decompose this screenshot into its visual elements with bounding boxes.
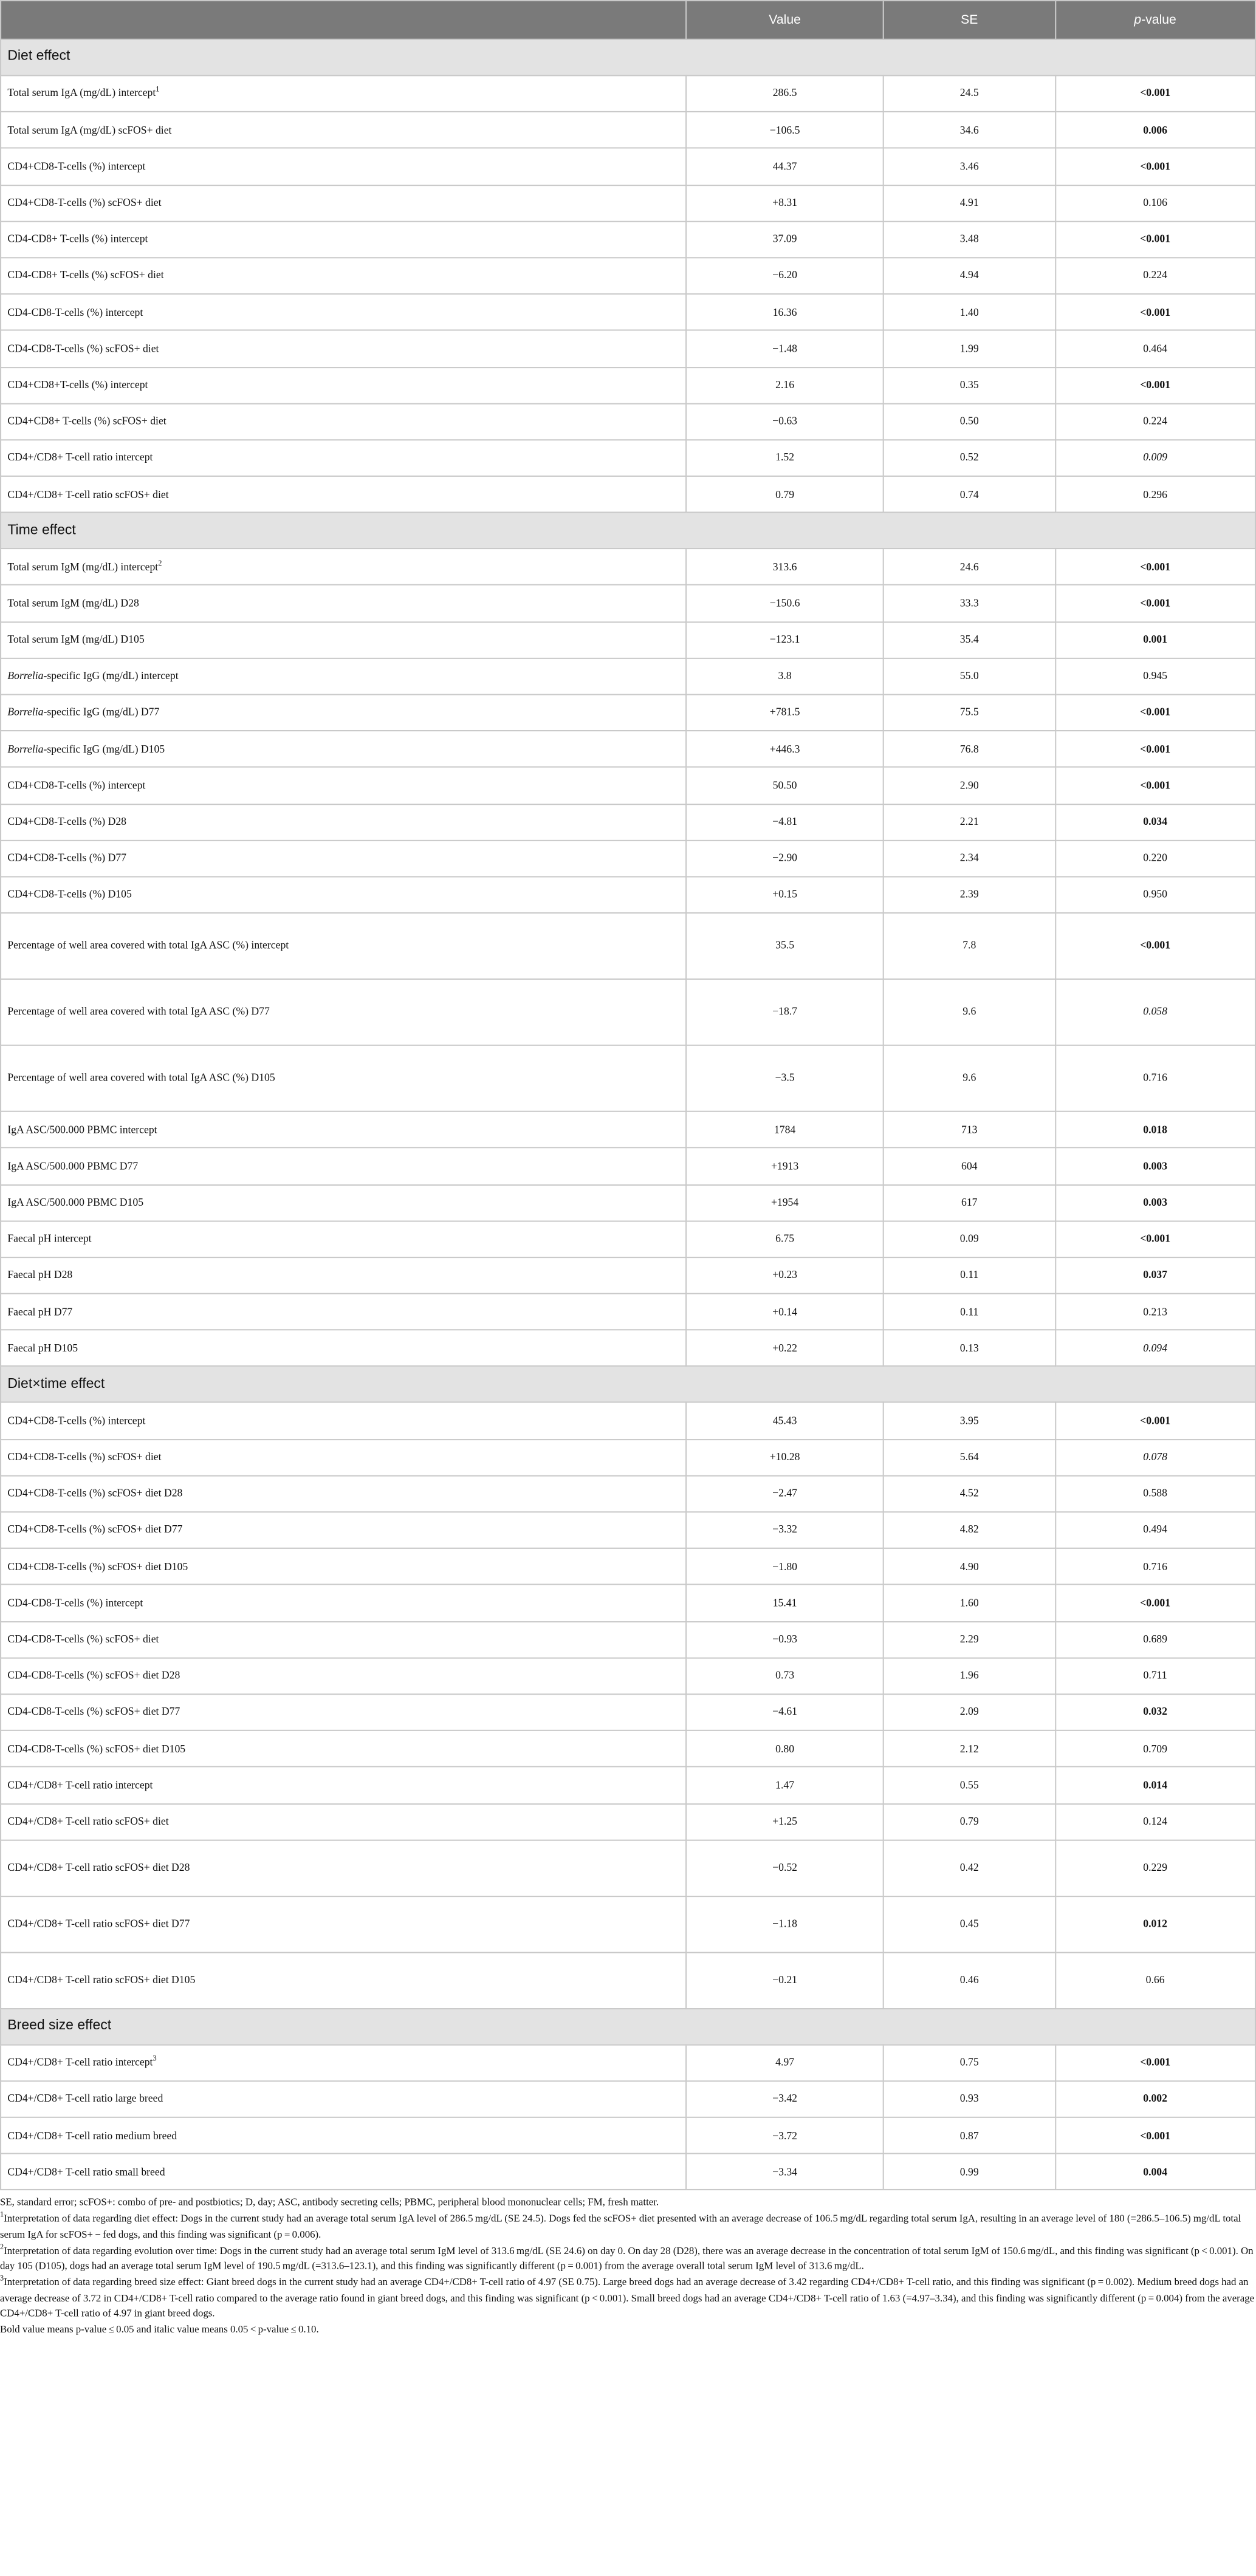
cell-value: −3.5	[686, 1045, 884, 1112]
cell-se: 617	[884, 1184, 1055, 1221]
table-row	[1, 112, 1255, 148]
row-label: CD4+/CD8+ T-cell ratio intercept$^3$	[1, 2045, 686, 2081]
cell-value: +0.23	[686, 1257, 884, 1294]
table-row	[1, 221, 1255, 258]
cell-p-value: 0.003	[1055, 1148, 1255, 1184]
cell-se: 0.46	[884, 1952, 1055, 2008]
cell-p-value: <0.001	[1055, 913, 1255, 979]
table-row	[1, 1621, 1255, 1658]
row-label: CD4-CD8-T-cells (%) intercept	[1, 294, 686, 330]
cell-se: 55.0	[884, 658, 1055, 694]
cell-se: 7.8	[884, 913, 1055, 979]
table-header-row	[1, 1, 1255, 39]
table-row	[1, 1512, 1255, 1548]
cell-p-value: <0.001	[1055, 148, 1255, 185]
section-title: Time effect	[1, 513, 1255, 549]
row-label: CD4+/CD8+ T-cell ratio scFOS+ diet D28	[1, 1840, 686, 1896]
cell-se: 0.42	[884, 1840, 1055, 1896]
cell-se: 3.95	[884, 1402, 1055, 1439]
cell-p-value: 0.018	[1055, 1112, 1255, 1148]
cell-p-value: <0.001	[1055, 731, 1255, 767]
row-label: CD4+CD8-T-cells (%) scFOS+ diet	[1, 1439, 686, 1475]
row-label: Borrelia-specific IgG (mg/dL) intercept	[1, 658, 686, 694]
cell-value: +0.15	[686, 876, 884, 913]
header-label	[1, 1, 686, 39]
cell-value: −106.5	[686, 112, 884, 148]
cell-p-value: 0.106	[1055, 185, 1255, 221]
cell-p-value: 0.494	[1055, 1512, 1255, 1548]
row-label: CD4-CD8-T-cells (%) intercept	[1, 1585, 686, 1621]
cell-se: 0.75	[884, 2045, 1055, 2081]
cell-value: −6.20	[686, 258, 884, 294]
cell-se: 4.90	[884, 1548, 1055, 1585]
cell-p-value: 0.078	[1055, 1439, 1255, 1475]
cell-p-value: <0.001	[1055, 694, 1255, 731]
table-row	[1, 1585, 1255, 1621]
cell-se: 0.79	[884, 1803, 1055, 1840]
cell-value: +10.28	[686, 1439, 884, 1475]
table-row	[1, 1148, 1255, 1184]
row-label: Faecal pH D28	[1, 1257, 686, 1294]
row-label: CD4+/CD8+ T-cell ratio large breed	[1, 2081, 686, 2117]
cell-se: 2.34	[884, 840, 1055, 876]
cell-p-value: 0.037	[1055, 1257, 1255, 1294]
cell-se: 2.09	[884, 1694, 1055, 1730]
table-row	[1, 1257, 1255, 1294]
cell-value: −0.93	[686, 1621, 884, 1658]
cell-p-value: 0.224	[1055, 403, 1255, 440]
cell-p-value: 0.588	[1055, 1475, 1255, 1512]
row-label: CD4+CD8-T-cells (%) intercept	[1, 148, 686, 185]
cell-value: −2.47	[686, 1475, 884, 1512]
cell-p-value: 0.709	[1055, 1730, 1255, 1767]
row-label: CD4+CD8-T-cells (%) scFOS+ diet D77	[1, 1512, 686, 1548]
cell-se: 0.35	[884, 367, 1055, 403]
cell-p-value: <0.001	[1055, 549, 1255, 586]
cell-p-value: 0.124	[1055, 1803, 1255, 1840]
cell-p-value: 0.213	[1055, 1294, 1255, 1330]
cell-value: −0.63	[686, 403, 884, 440]
cell-p-value: 0.945	[1055, 658, 1255, 694]
cell-se: 34.6	[884, 112, 1055, 148]
table-row	[1, 1330, 1255, 1367]
row-label: CD4+/CD8+ T-cell ratio scFOS+ diet	[1, 476, 686, 513]
row-label: CD4+/CD8+ T-cell ratio scFOS+ diet	[1, 1803, 686, 1840]
row-label: Percentage of well area covered with total IgA ASC (%) D77	[1, 979, 686, 1045]
cell-se: 0.50	[884, 403, 1055, 440]
cell-p-value: 0.003	[1055, 1184, 1255, 1221]
table-row	[1, 840, 1255, 876]
cell-value: −3.42	[686, 2081, 884, 2117]
cell-value: +446.3	[686, 731, 884, 767]
cell-p-value: <0.001	[1055, 221, 1255, 258]
cell-value: −150.6	[686, 586, 884, 622]
cell-se: 0.52	[884, 440, 1055, 476]
table-row	[1, 367, 1255, 403]
cell-value: +0.22	[686, 1330, 884, 1367]
row-label: CD4-CD8-T-cells (%) scFOS+ diet D105	[1, 1730, 686, 1767]
cell-p-value: <0.001	[1055, 75, 1255, 112]
cell-se: 35.4	[884, 621, 1055, 658]
cell-value: 37.09	[686, 221, 884, 258]
row-label: IgA ASC/500.000 PBMC D77	[1, 1148, 686, 1184]
cell-se: 2.29	[884, 1621, 1055, 1658]
cell-p-value: 0.229	[1055, 1840, 1255, 1896]
cell-p-value: <0.001	[1055, 294, 1255, 330]
cell-value: 50.50	[686, 767, 884, 804]
table-row	[1, 2154, 1255, 2190]
cell-value: −3.32	[686, 1512, 884, 1548]
section-header	[1, 2008, 1255, 2045]
table-row	[1, 2081, 1255, 2117]
cell-p-value: 0.012	[1055, 1896, 1255, 1952]
row-label: Total serum IgM (mg/dL) D28	[1, 586, 686, 622]
cell-se: 0.09	[884, 1221, 1055, 1257]
cell-value: 45.43	[686, 1402, 884, 1439]
cell-p-value: 0.006	[1055, 112, 1255, 148]
cell-p-value: 0.058	[1055, 979, 1255, 1045]
cell-value: −0.52	[686, 1840, 884, 1896]
table-row	[1, 1294, 1255, 1330]
cell-se: 0.87	[884, 2117, 1055, 2154]
cell-se: 0.99	[884, 2154, 1055, 2190]
cell-se: 713	[884, 1112, 1055, 1148]
table-row	[1, 1658, 1255, 1694]
cell-value: −1.18	[686, 1896, 884, 1952]
cell-value: −3.72	[686, 2117, 884, 2154]
cell-p-value: <0.001	[1055, 2045, 1255, 2081]
cell-p-value: <0.001	[1055, 2117, 1255, 2154]
row-label: CD4+/CD8+ T-cell ratio small breed	[1, 2154, 686, 2190]
cell-p-value: 0.001	[1055, 621, 1255, 658]
footnote-marker: 1	[156, 86, 160, 95]
table-row	[1, 1112, 1255, 1148]
cell-p-value: 0.032	[1055, 1694, 1255, 1730]
table-row	[1, 75, 1255, 112]
header-se: SE	[884, 1, 1055, 39]
cell-value: 0.73	[686, 1658, 884, 1694]
footnote-legend: Bold value means p-value ≤ 0.05 and italic value means 0.05 < p-value ≤ 0.10.	[0, 2323, 319, 2335]
table-row	[1, 403, 1255, 440]
cell-p-value: 0.094	[1055, 1330, 1255, 1367]
table-row	[1, 1221, 1255, 1257]
row-label: Borrelia-specific IgG (mg/dL) D105	[1, 731, 686, 767]
table-row	[1, 258, 1255, 294]
cell-value: 3.8	[686, 658, 884, 694]
cell-value: −123.1	[686, 621, 884, 658]
cell-value: 1.52	[686, 440, 884, 476]
cell-se: 0.11	[884, 1294, 1055, 1330]
table-footnotes	[0, 2191, 1256, 2339]
cell-se: 0.93	[884, 2081, 1055, 2117]
cell-se: 2.90	[884, 767, 1055, 804]
row-label: Faecal pH intercept	[1, 1221, 686, 1257]
row-label: CD4-CD8-T-cells (%) scFOS+ diet D28	[1, 1658, 686, 1694]
cell-value: +1.25	[686, 1803, 884, 1840]
section-header	[1, 39, 1255, 76]
table-row	[1, 621, 1255, 658]
cell-value: 4.97	[686, 2045, 884, 2081]
cell-value: −1.80	[686, 1548, 884, 1585]
cell-se: 33.3	[884, 586, 1055, 622]
footnote-marker: 3	[153, 2055, 157, 2063]
table-row	[1, 1840, 1255, 1896]
cell-se: 9.6	[884, 979, 1055, 1045]
cell-p-value: 0.009	[1055, 440, 1255, 476]
row-label: CD4-CD8-T-cells (%) scFOS+ diet	[1, 1621, 686, 1658]
cell-value: +0.14	[686, 1294, 884, 1330]
cell-value: 0.80	[686, 1730, 884, 1767]
cell-se: 24.6	[884, 549, 1055, 586]
table-row	[1, 1045, 1255, 1112]
table-body	[1, 39, 1255, 2190]
section-title: Diet effect	[1, 39, 1255, 76]
cell-value: 1784	[686, 1112, 884, 1148]
table-row	[1, 913, 1255, 979]
cell-se: 0.45	[884, 1896, 1055, 1952]
cell-se: 5.64	[884, 1439, 1055, 1475]
cell-value: −0.21	[686, 1952, 884, 2008]
table-row	[1, 2045, 1255, 2081]
cell-p-value: 0.004	[1055, 2154, 1255, 2190]
row-label: Borrelia-specific IgG (mg/dL) D77	[1, 694, 686, 731]
cell-se: 2.21	[884, 804, 1055, 840]
cell-p-value: <0.001	[1055, 1221, 1255, 1257]
cell-p-value: <0.001	[1055, 1402, 1255, 1439]
table-row	[1, 1803, 1255, 1840]
table-row	[1, 731, 1255, 767]
cell-se: 0.11	[884, 1257, 1055, 1294]
table-row	[1, 330, 1255, 367]
row-label: CD4+CD8-T-cells (%) intercept	[1, 1402, 686, 1439]
table-row	[1, 586, 1255, 622]
cell-p-value: 0.464	[1055, 330, 1255, 367]
table-row	[1, 476, 1255, 513]
cell-se: 24.5	[884, 75, 1055, 112]
row-label: Faecal pH D105	[1, 1330, 686, 1367]
cell-p-value: 0.716	[1055, 1548, 1255, 1585]
cell-p-value: <0.001	[1055, 586, 1255, 622]
cell-p-value: 0.296	[1055, 476, 1255, 513]
section-title: Breed size effect	[1, 2008, 1255, 2045]
cell-se: 3.46	[884, 148, 1055, 185]
section-title: Diet×time effect	[1, 1367, 1255, 1403]
table-row	[1, 1952, 1255, 2008]
table-row	[1, 1548, 1255, 1585]
table-row	[1, 148, 1255, 185]
row-label: Total serum IgA (mg/dL) scFOS+ diet	[1, 112, 686, 148]
row-label: CD4-CD8-T-cells (%) scFOS+ diet	[1, 330, 686, 367]
cell-p-value: 0.034	[1055, 804, 1255, 840]
cell-se: 1.60	[884, 1585, 1055, 1621]
row-label: CD4+CD8-T-cells (%) intercept	[1, 767, 686, 804]
footnote-abbreviations: SE, standard error; scFOS+: combo of pre- and postbiotics; D, day; ASC, antibody secreting cells; PBMC, peripheral blood mononuclear cells; FM, fresh matter.	[0, 2197, 659, 2209]
row-label: CD4+CD8+T-cells (%) intercept	[1, 367, 686, 403]
cell-value: 15.41	[686, 1585, 884, 1621]
table-row	[1, 1184, 1255, 1221]
table-row	[1, 1439, 1255, 1475]
row-label: IgA ASC/500.000 PBMC D105	[1, 1184, 686, 1221]
cell-se: 1.99	[884, 330, 1055, 367]
footnote-2: $^2$Interpretation of data regarding evolution over time: Dogs in the current study had an average total serum IgM level of 313.6 mg/dL (SE 24.6) on day 0. On day 28 (D28), there was an average decrease in the concentration of total serum IgM of 150.6 mg/dL, and this finding was significant (p < 0.001). On day 105 (D105), dogs had an average total serum IgM level of 190.5 mg/dL (=313.6–123.1), and this finding was significantly different (p = 0.001) from the average overall total serum IgM level of 313.6 mg/dL.	[0, 2243, 1254, 2272]
section-header	[1, 1367, 1255, 1403]
cell-p-value: 0.689	[1055, 1621, 1255, 1658]
cell-p-value: 0.950	[1055, 876, 1255, 913]
header-value: Value	[686, 1, 884, 39]
cell-se: 0.13	[884, 1330, 1055, 1367]
cell-se: 4.91	[884, 185, 1055, 221]
table-row	[1, 767, 1255, 804]
table-row	[1, 658, 1255, 694]
row-label: Total serum IgM (mg/dL) D105	[1, 621, 686, 658]
row-label: CD4+CD8-T-cells (%) D105	[1, 876, 686, 913]
cell-se: 4.82	[884, 1512, 1055, 1548]
table-row	[1, 1896, 1255, 1952]
cell-se: 3.48	[884, 221, 1055, 258]
cell-se: 76.8	[884, 731, 1055, 767]
section-header	[1, 513, 1255, 549]
cell-se: 9.6	[884, 1045, 1055, 1112]
cell-p-value: <0.001	[1055, 1585, 1255, 1621]
cell-value: 16.36	[686, 294, 884, 330]
table-row	[1, 694, 1255, 731]
cell-p-value: 0.014	[1055, 1767, 1255, 1803]
cell-value: 6.75	[686, 1221, 884, 1257]
table-row	[1, 804, 1255, 840]
cell-value: +781.5	[686, 694, 884, 731]
row-label: CD4+/CD8+ T-cell ratio scFOS+ diet D77	[1, 1896, 686, 1952]
row-label: CD4+CD8-T-cells (%) scFOS+ diet	[1, 185, 686, 221]
cell-value: −18.7	[686, 979, 884, 1045]
cell-value: −4.61	[686, 1694, 884, 1730]
cell-se: 2.39	[884, 876, 1055, 913]
table-row	[1, 1730, 1255, 1767]
footnote-marker: 2	[158, 560, 162, 568]
cell-value: 2.16	[686, 367, 884, 403]
cell-value: +1913	[686, 1148, 884, 1184]
cell-se: 2.12	[884, 1730, 1055, 1767]
header-p-value: p-value	[1055, 1, 1255, 39]
row-label: Total serum IgM (mg/dL) intercept$^2$	[1, 549, 686, 586]
cell-p-value: 0.002	[1055, 2081, 1255, 2117]
row-label: CD4-CD8+ T-cells (%) intercept	[1, 221, 686, 258]
table-row	[1, 979, 1255, 1045]
table-row	[1, 2117, 1255, 2154]
row-label: Percentage of well area covered with total IgA ASC (%) intercept	[1, 913, 686, 979]
cell-p-value: 0.220	[1055, 840, 1255, 876]
cell-se: 0.55	[884, 1767, 1055, 1803]
row-label: CD4+/CD8+ T-cell ratio medium breed	[1, 2117, 686, 2154]
cell-se: 4.94	[884, 258, 1055, 294]
table-row	[1, 1402, 1255, 1439]
cell-value: +8.31	[686, 185, 884, 221]
cell-se: 75.5	[884, 694, 1055, 731]
cell-p-value: 0.224	[1055, 258, 1255, 294]
cell-se: 4.52	[884, 1475, 1055, 1512]
cell-se: 0.74	[884, 476, 1055, 513]
row-label: CD4+CD8-T-cells (%) scFOS+ diet D28	[1, 1475, 686, 1512]
table-row	[1, 1767, 1255, 1803]
row-label: Total serum IgA (mg/dL) intercept$^1$	[1, 75, 686, 112]
cell-value: 1.47	[686, 1767, 884, 1803]
row-label: CD4-CD8+ T-cells (%) scFOS+ diet	[1, 258, 686, 294]
row-label: IgA ASC/500.000 PBMC intercept	[1, 1112, 686, 1148]
cell-value: −2.90	[686, 840, 884, 876]
cell-value: 286.5	[686, 75, 884, 112]
cell-value: 313.6	[686, 549, 884, 586]
table-row	[1, 876, 1255, 913]
cell-p-value: 0.716	[1055, 1045, 1255, 1112]
cell-p-value: <0.001	[1055, 367, 1255, 403]
table-row	[1, 440, 1255, 476]
row-label: CD4+/CD8+ T-cell ratio intercept	[1, 1767, 686, 1803]
row-label: CD4+CD8-T-cells (%) D77	[1, 840, 686, 876]
row-label: CD4+/CD8+ T-cell ratio intercept	[1, 440, 686, 476]
table-row	[1, 294, 1255, 330]
cell-value: −1.48	[686, 330, 884, 367]
row-label: CD4+CD8-T-cells (%) D28	[1, 804, 686, 840]
cell-value: −3.34	[686, 2154, 884, 2190]
table-row	[1, 1475, 1255, 1512]
cell-p-value: 0.66	[1055, 1952, 1255, 2008]
cell-se: 604	[884, 1148, 1055, 1184]
row-label: Faecal pH D77	[1, 1294, 686, 1330]
cell-value: −4.81	[686, 804, 884, 840]
row-label: Percentage of well area covered with total IgA ASC (%) D105	[1, 1045, 686, 1112]
table-row	[1, 1694, 1255, 1730]
cell-value: 35.5	[686, 913, 884, 979]
row-label: CD4-CD8-T-cells (%) scFOS+ diet D77	[1, 1694, 686, 1730]
cell-p-value: <0.001	[1055, 767, 1255, 804]
cell-value: +1954	[686, 1184, 884, 1221]
row-label: CD4+CD8+ T-cells (%) scFOS+ diet	[1, 403, 686, 440]
cell-se: 1.96	[884, 1658, 1055, 1694]
row-label: CD4+CD8-T-cells (%) scFOS+ diet D105	[1, 1548, 686, 1585]
table-row	[1, 185, 1255, 221]
cell-p-value: 0.711	[1055, 1658, 1255, 1694]
cell-value: 44.37	[686, 148, 884, 185]
footnote-3: $^3$Interpretation of data regarding breed size effect: Giant breed dogs in the current study had an average CD4+/CD8+ T-cell ratio of 4.97 (SE 0.75). Large breed dogs had an average decrease of 3.42 regarding CD4+/CD8+ T-cell ratio, and this finding was significant (p = 0.002). Medium breed dogs had an average decrease of 3.72 in CD4+/CD8+ T-cell ratio compared to the average ratio found in giant breed dogs, and this finding was significant (p < 0.001). Small breed dogs had an average CD4+/CD8+ T-cell ratio of 1.63 (=4.97–3.34), and this finding was significantly different (p = 0.004) from the average CD4+/CD8+ T-cell ratio of 4.97 in giant breed dogs.	[0, 2275, 1255, 2320]
footnote-1: $^1$Interpretation of data regarding diet effect: Dogs in the current study had an average total serum IgA level of 286.5 mg/dL (SE 24.5). Dogs fed the scFOS+ diet presented with an average decrease of 106.5 mg/dL regarding total serum IgA, resulting in an average level of 180 (=286.5–106.5) mg/dL total serum IgA for scFOS+ − fed dogs, and this finding was significant (p = 0.006).	[0, 2212, 1241, 2240]
row-label: CD4+/CD8+ T-cell ratio scFOS+ diet D105	[1, 1952, 686, 2008]
table-row	[1, 549, 1255, 586]
cell-se: 1.40	[884, 294, 1055, 330]
cell-value: 0.79	[686, 476, 884, 513]
